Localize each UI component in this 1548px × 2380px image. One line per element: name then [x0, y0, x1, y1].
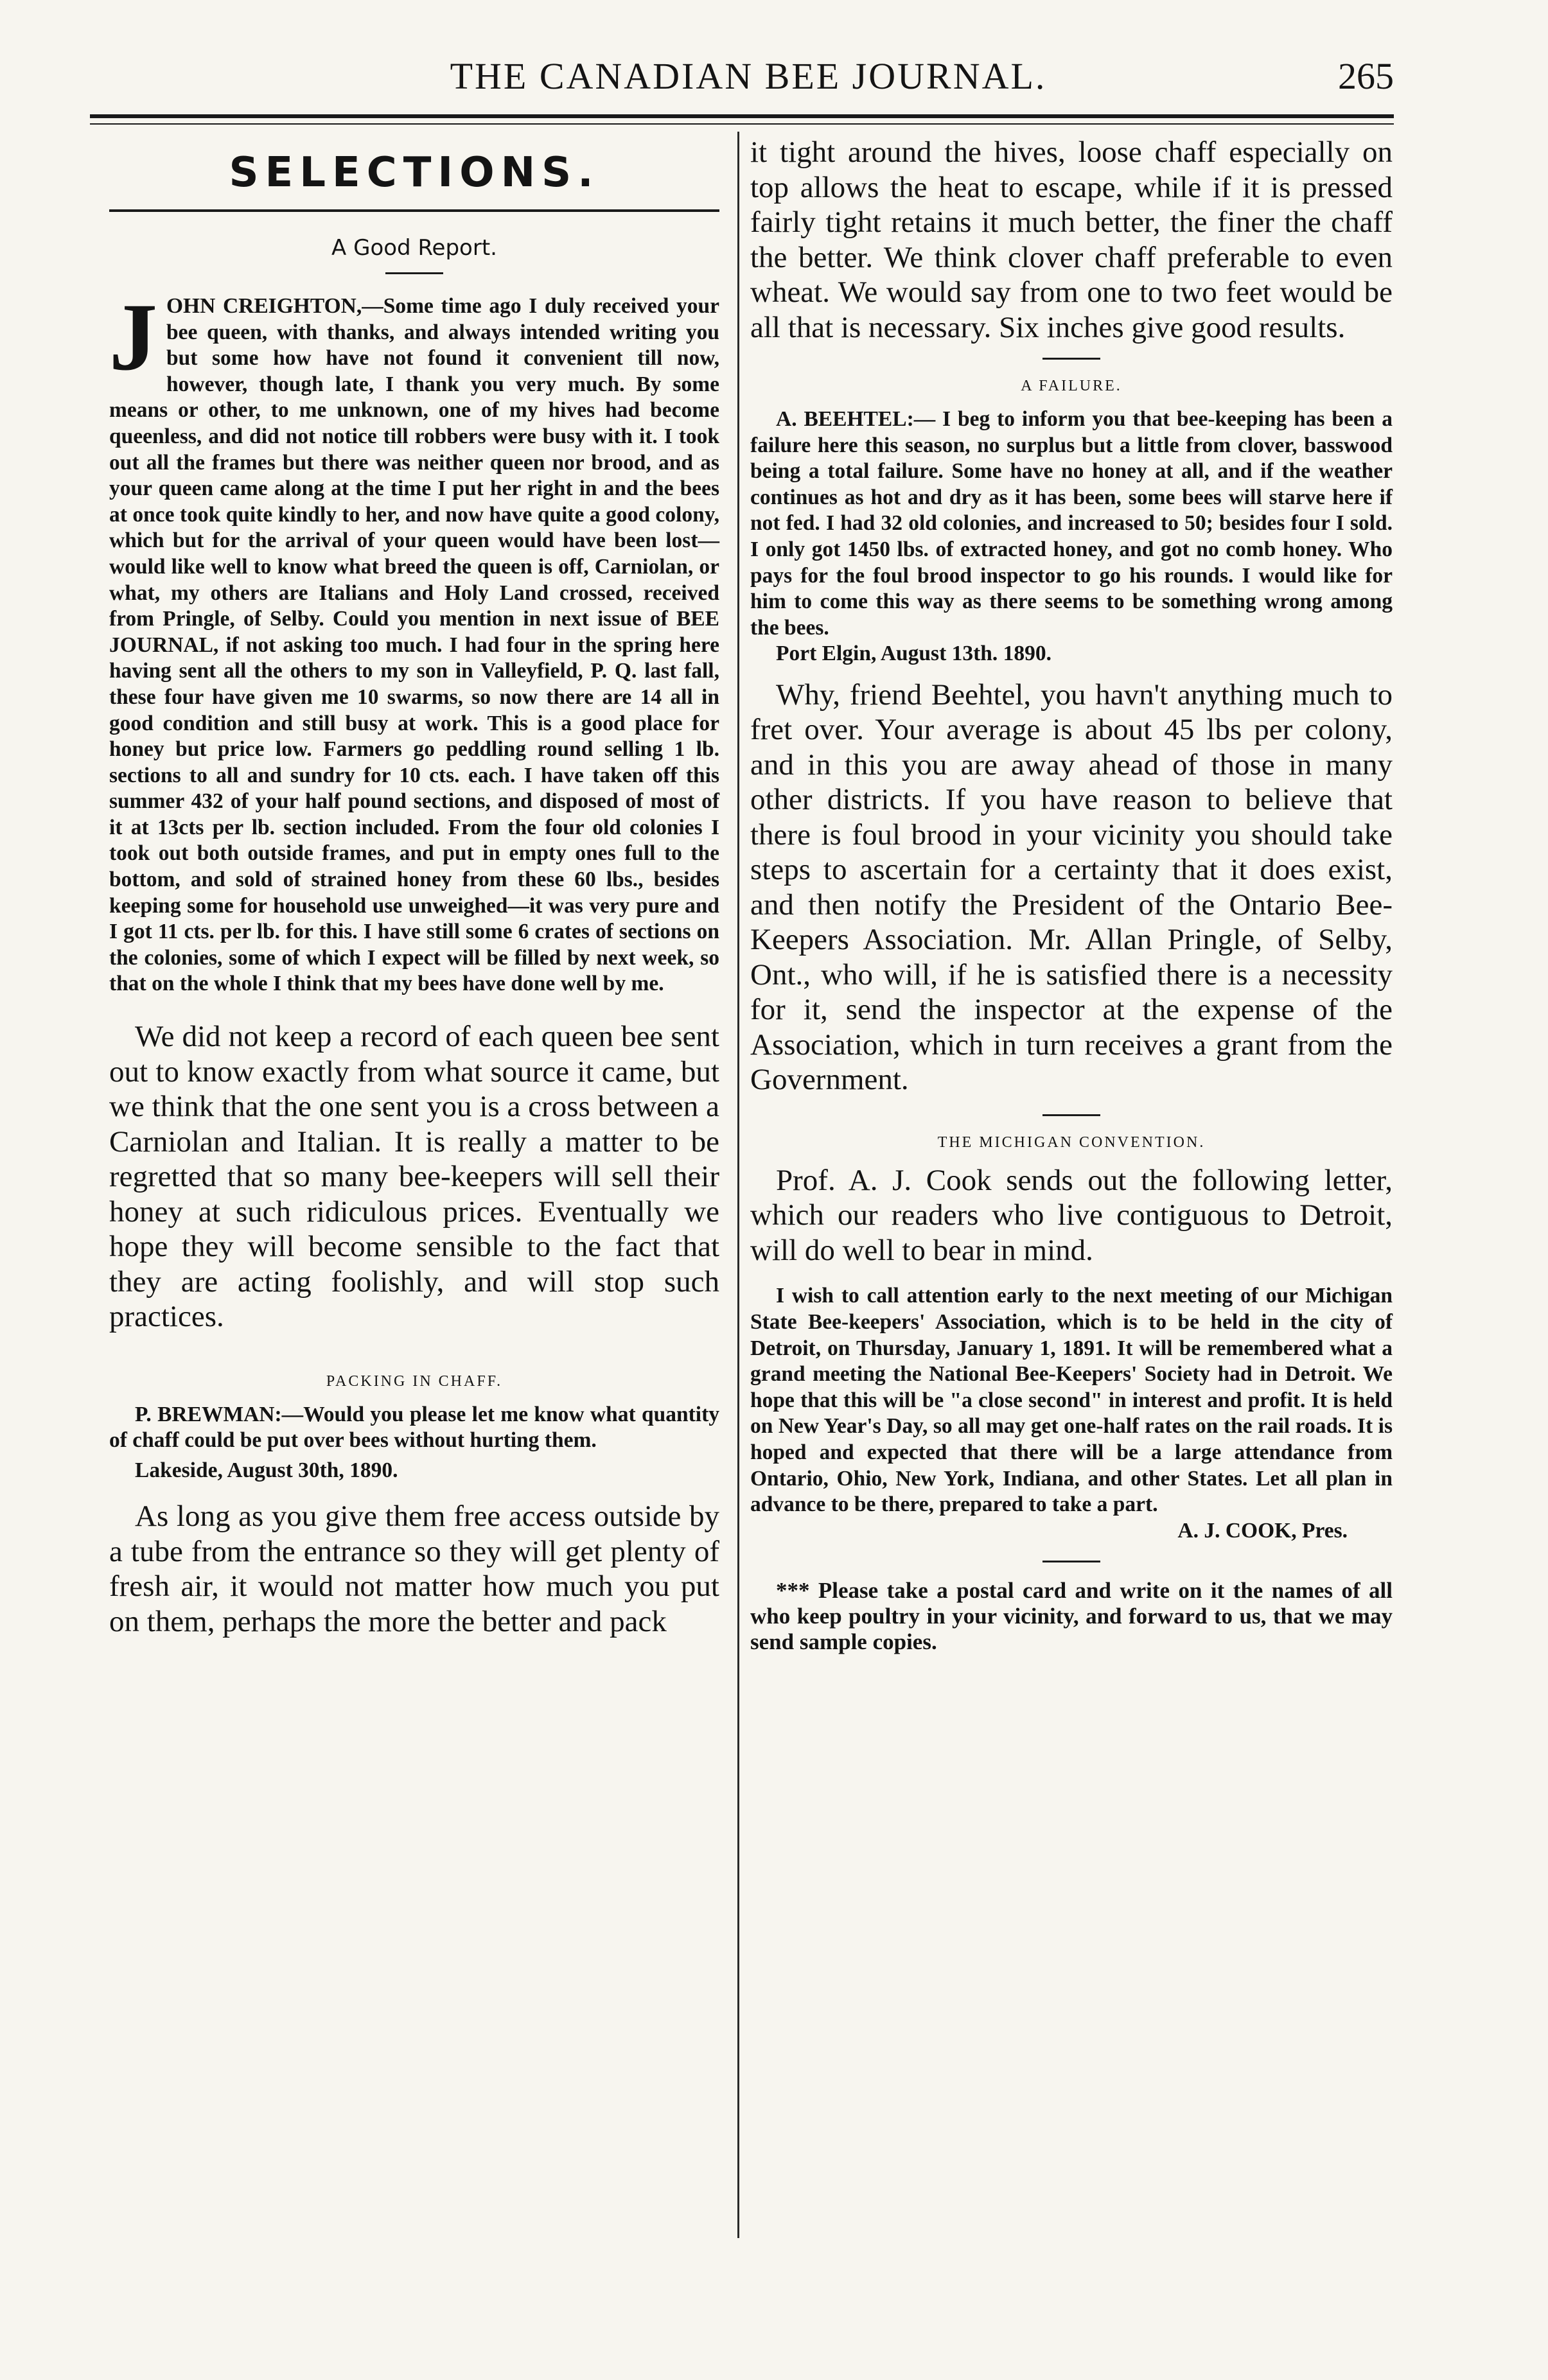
spacer [750, 667, 1393, 678]
drop-cap: J [109, 284, 157, 390]
packing-heading: PACKING IN CHAFF. [326, 1372, 503, 1390]
failure-heading: A FAILURE. [1021, 378, 1122, 394]
running-title: THE CANADIAN BEE JOURNAL. [450, 55, 1047, 97]
page-header [103, 55, 1394, 112]
section-title: SELECTIONS. [229, 149, 600, 197]
heading-rule [1042, 1114, 1100, 1116]
failure-letter: A. BEEHTEL:— I beg to inform you that bee-keeping has been a failure here this season, no surplus but a little from clover, basswood being a total failure. Some have no honey at all, and if the weather continues as hot and dry as it has been, some bees will starve here if not fed. I had 32 old colonies, and increased to 50; besides four I sold. I only got 1450 lbs. of extracted honey, and got no comb honey. Who pays for the foul brood inspector to go his rounds. I would like for him to come this way as there seems to be something wrong among the bees. [750, 407, 1393, 640]
heading-rule [1042, 358, 1100, 360]
spacer [109, 997, 719, 1019]
packing-reply: As long as you give them free access outside by a tube from the entrance so they will get plenty of fresh air, it would not matter how much you put on them, perhaps the more the better and pack [109, 1500, 719, 1638]
packing-letter: P. BREWMAN:—Would you please let me know what quantity of chaff could be put over bees without hurting them. [109, 1402, 719, 1453]
right-column [750, 135, 1393, 1655]
heading-rule [1042, 1561, 1100, 1562]
packing-place: Lakeside, August 30th, 1890. [135, 1458, 398, 1482]
left-column [109, 135, 719, 1639]
spacer [109, 1483, 719, 1499]
good-report-reply: We did not keep a record of each queen bee sent out to know exactly from what source it came, but we think that the one sent you is a cross between a Carniolan and Italian. It is really a matter to be regretted that so many bee-keepers will sell their honey at such ridiculous prices. Eventually we hope they will become sensible to the fact that they are acting foolishly, and will stop such practices. [109, 1020, 719, 1334]
michigan-intro: Prof. A. J. Cook sends out the following letter, which our readers who live contiguous to Detroit, will do well to bear in mind. [750, 1163, 1393, 1267]
header-rule [90, 114, 1394, 118]
good-report-letter-text: OHN CREIGHTON,—Some time ago I duly received your bee queen, with thanks, and always intended writing you but some how have not found it convenient till now, however, though late, I thank you very much. By some means or other, to me unknown, one of my hives had become queenless, and did not notice till robbers were busy with it. I took out all the frames but there was neither queen nor brood, and as your queen came along at the time I put her right in and the bees at once took quite kindly to her, and now have quite a good colony, which but for the arrival of your queen would have been lost—would like well to know what breed the queen is off, Carniolan, or what, my others are Italians and Holy Land crossed, received from Pringle, of Selby. Could you mention in next issue of BEE JOURNAL, if not asking too much. I had four in the spring here having sent all the others to my son in Valleyfield, P. Q. last fall, these four have given me 10 swarms, so now there are 14 all in good condition and still busy at work. This is a good place for honey but price low. Farmers go peddling round selling 1 lb. sections to all and sundry for 10 cts. each. I have taken off this summer 432 of your half pound sections, and disposed of most of it at 13cts per lb. section included. From the four old colonies I took out both outside frames, and put in empty ones full to the bottom, and sold of strained honey from these 60 lbs., besides keeping some for household use unweighed—it was very pure and I got 11 cts. per lb. for this. I have still some 6 crates of sections on the colonies, some of which I expect will be filled by next week, so that on the whole I think that my bees have done well by me. [109, 294, 719, 996]
heading-rule [385, 272, 443, 274]
page-number: 265 [1338, 55, 1394, 97]
failure-place: Port Elgin, August 13th. 1890. [776, 642, 1052, 666]
spacer [750, 1268, 1393, 1283]
failure-reply: Why, friend Beehtel, you havn't anything much to fret over. Your average is about 45 lbs per colony, and in this you are away ahead of those in many other districts. If you have reason to believe that there is foul brood in your vicinity you should take steps to ascertain for a certainty that it does exist, and then notify the President of the Ontario Bee-Keepers Association. Mr. Allan Pringle, of Selby, Ont., who will, if he is satisfied there is a necessity for it, send the inspector at the expense of the Association, which in turn receives a grant from the Government. [750, 678, 1393, 1097]
poultry-notice: *** Please take a postal card and write on it the names of all who keep poultry in your vicinity, and forward to us, that we may send sample copies. [750, 1578, 1393, 1655]
section-rule [109, 209, 719, 212]
good-report-letter [109, 284, 719, 997]
michigan-heading: THE MICHIGAN CONVENTION. [937, 1133, 1206, 1151]
michigan-letter: I wish to call attention early to the next meeting of our Michigan State Bee-keepers' Association, which is to be held in the city of Detroit, on Thursday, January 1, 1891. It will be remembered what a grand meeting the National Bee-Keepers' Society had in Detroit. We hope that this will be "a close second" in interest and profit. It is held on New Year's Day, so all may get one-half rates on the rail roads. It is hoped and expected that there will be a large attendance from Ontario, Ohio, New York, Indiana, and other States. Let all plan in advance to be there, prepared to take a part. [750, 1284, 1393, 1517]
packing-reply-continued: it tight around the hives, loose chaff especially on top allows the heat to escape, while if it is pressed fairly tight retains it much better, the finer the chaff the better. We think clover chaff preferable to even wheat. We would say from one to two feet would be all that is necessary. Six inches give good results. [750, 136, 1393, 344]
header-rule-thin [90, 123, 1394, 125]
column-divider [737, 132, 739, 2238]
good-report-heading: A Good Report. [331, 235, 497, 261]
michigan-signature: A. J. COOK, Pres. [1177, 1518, 1348, 1543]
